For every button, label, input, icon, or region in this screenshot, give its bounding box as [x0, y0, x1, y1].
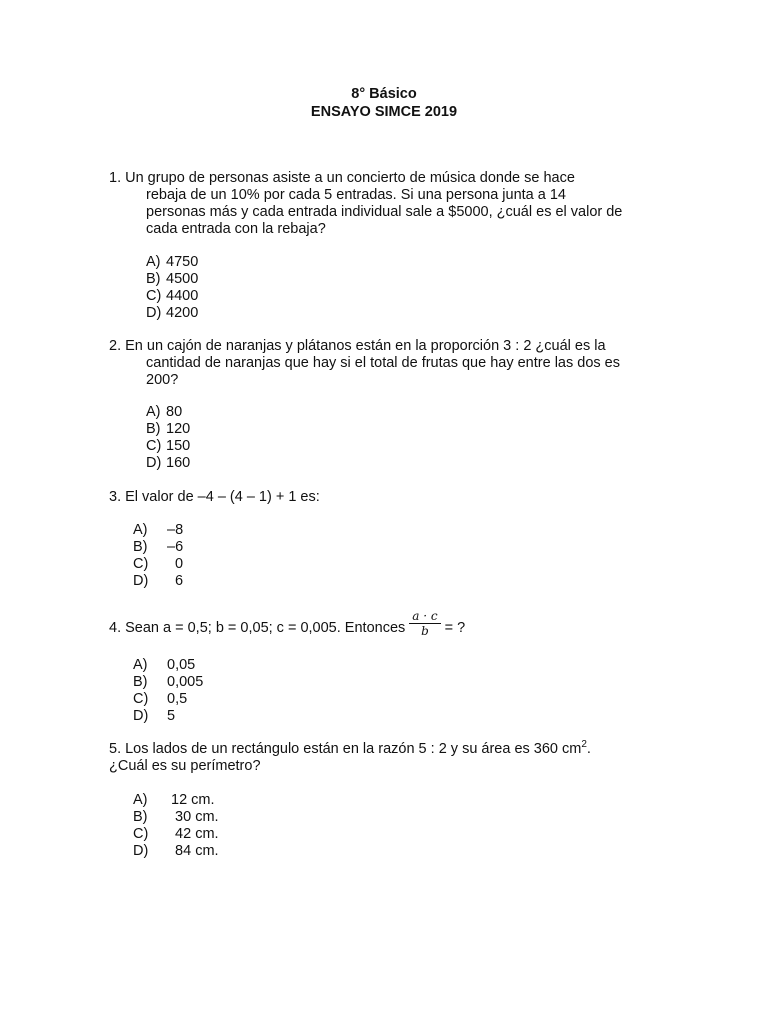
option-b[interactable]: [146, 271, 198, 288]
question-4: [109, 609, 658, 642]
question-4-text: 4. Sean a = 0,5; b = 0,05; c = 0,005. Entonces: [109, 619, 406, 636]
option-letter: B): [133, 809, 148, 825]
option-value: 4500: [166, 271, 199, 287]
option-letter: B): [146, 421, 161, 437]
question-1: [109, 170, 658, 238]
option-letter: A): [133, 792, 148, 808]
option-letter: C): [146, 438, 162, 454]
option-value: 6: [167, 573, 184, 589]
question-1-options: [146, 254, 198, 322]
option-value: 4400: [166, 288, 199, 304]
question-3-text: 3. El valor de –4 – (4 – 1) + 1 es:: [109, 489, 320, 505]
option-c[interactable]: [146, 438, 190, 455]
option-value: 150: [166, 438, 191, 454]
option-value: 30 cm.: [167, 809, 219, 825]
option-letter: A): [146, 254, 161, 270]
question-4-text-end: = ?: [444, 619, 466, 636]
option-value: 5: [167, 708, 176, 724]
question-2-line: 2. En un cajón de naranjas y plátanos están en la proporción 3 : 2 ¿cuál es la: [109, 338, 606, 354]
option-letter: B): [133, 539, 148, 555]
option-d[interactable]: [133, 843, 219, 860]
option-c[interactable]: [133, 826, 219, 843]
option-value: 160: [166, 455, 191, 471]
option-letter: C): [133, 691, 149, 707]
option-c[interactable]: [146, 288, 198, 305]
option-a[interactable]: [133, 522, 183, 539]
option-value: 0: [167, 556, 184, 572]
option-letter: D): [133, 573, 149, 589]
question-1-line: personas más y cada entrada individual sale a $5000, ¿cuál es el valor de: [146, 204, 623, 220]
option-c[interactable]: [133, 691, 203, 708]
option-d[interactable]: [146, 305, 198, 322]
question-1-line: 1. Un grupo de personas asiste a un concierto de música donde se hace: [109, 170, 575, 186]
question-5-period: .: [586, 741, 591, 757]
option-value: –6: [167, 539, 184, 555]
question-2-line: cantidad de naranjas que hay si el total de frutas que hay entre las dos es: [146, 355, 620, 371]
question-1-line: cada entrada con la rebaja?: [146, 221, 326, 237]
option-a[interactable]: [146, 404, 190, 421]
option-value: 80: [166, 404, 183, 420]
option-letter: D): [133, 843, 149, 859]
option-b[interactable]: [146, 421, 190, 438]
question-2-options: [146, 404, 190, 472]
option-letter: D): [146, 455, 162, 471]
question-5-text: 5. Los lados de un rectángulo están en la razón 5 : 2 y su área es 360 cm: [109, 741, 582, 757]
question-2: [109, 338, 658, 389]
option-c[interactable]: [133, 556, 183, 573]
option-value: 42 cm.: [167, 826, 219, 842]
question-3: [109, 489, 658, 506]
option-value: 4200: [166, 305, 199, 321]
option-value: –8: [167, 522, 184, 538]
question-5-line: ¿Cuál es su perímetro?: [109, 758, 261, 774]
option-d[interactable]: [133, 708, 203, 725]
option-letter: C): [133, 556, 149, 572]
option-value: 0,5: [167, 691, 188, 707]
question-1-line: rebaja de un 10% por cada 5 entradas. Si una persona junta a 14: [146, 187, 566, 203]
option-letter: D): [133, 708, 149, 724]
option-value: 12 cm.: [167, 792, 215, 808]
option-letter: A): [133, 522, 148, 538]
option-letter: A): [146, 404, 161, 420]
option-letter: D): [146, 305, 162, 321]
page-exam-title: ENSAYO SIMCE 2019: [310, 104, 458, 120]
option-a[interactable]: [133, 657, 203, 674]
question-4-options: [133, 657, 203, 725]
option-b[interactable]: [133, 809, 219, 826]
question-3-options: [133, 522, 183, 590]
option-value: 84 cm.: [167, 843, 219, 859]
page-grade-title: 8° Básico: [351, 86, 417, 102]
option-a[interactable]: [146, 254, 198, 271]
superscript: 2: [581, 739, 587, 751]
option-d[interactable]: [133, 573, 183, 590]
option-a[interactable]: [133, 792, 219, 809]
option-letter: A): [133, 657, 148, 673]
option-value: 0,005: [167, 674, 204, 690]
fraction-numerator: a · c: [409, 610, 440, 624]
question-2-line: 200?: [146, 372, 179, 388]
fraction: [409, 610, 440, 638]
option-value: 0,05: [167, 657, 196, 673]
option-letter: C): [133, 826, 149, 842]
question-5-options: [133, 792, 219, 860]
option-d[interactable]: [146, 455, 190, 472]
option-letter: B): [133, 674, 148, 690]
option-b[interactable]: [133, 539, 183, 556]
option-letter: C): [146, 288, 162, 304]
option-letter: B): [146, 271, 161, 287]
fraction-denominator: b: [421, 624, 429, 638]
question-5: [109, 741, 658, 775]
option-value: 4750: [166, 254, 199, 270]
option-value: 120: [166, 421, 191, 437]
option-b[interactable]: [133, 674, 203, 691]
